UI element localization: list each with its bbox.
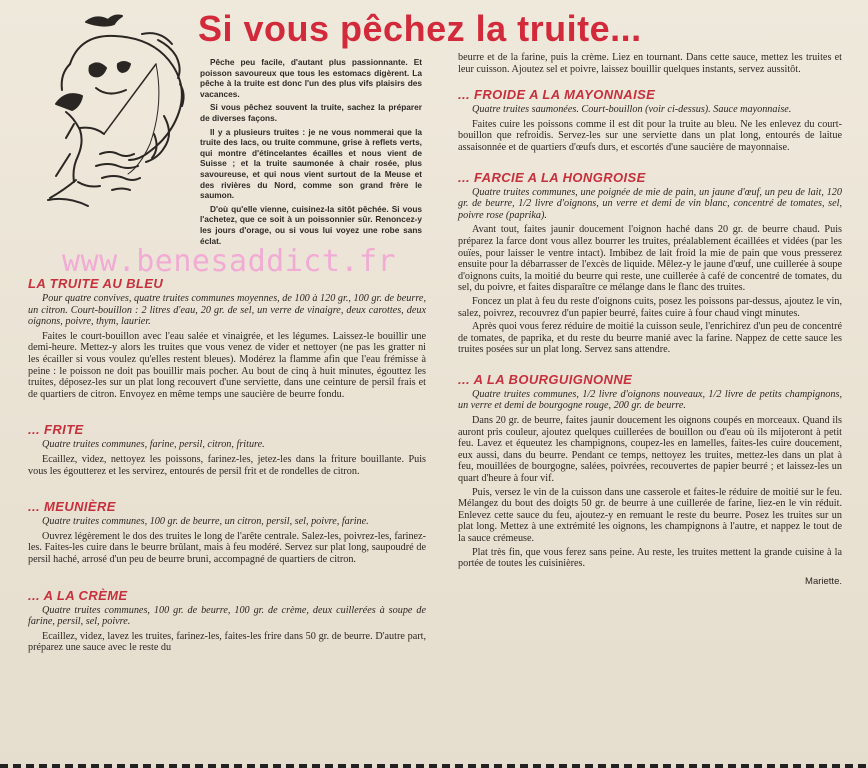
intro-paragraph: D'où qu'elle vienne, cuisinez-la sitôt pêchée. Si vous l'achetez, que ce soit à un poissonnier sûr. Renoncez-y les jours d'orage, ou si vous lui voyez une robe sans éclat. [200, 203, 422, 246]
recipe-instructions: Dans 20 gr. de beurre, faites jaunir doucement les oignons coupés en morceaux. Quand ils auront pris couleur, ajoutez quelques cuillerées de bouillon ou d'eau où ils mijoteront à petit feu. Lavez et équeutez les champignons, coupez-les en lamelles, faites-les cuire doucement, eux aussi, dans du beurre. Pendant ce temps, nettoyez les truites, mettez-les dans un plat à feu, mouillées de bourgogne, salées, poivrées, recouvertes de papier beurré ; et laissez-les un quart d'heure à four vif. [458, 415, 842, 485]
recipe-creme [28, 588, 426, 654]
recipe-heading: ... FROIDE A LA MAYONNAISE [458, 87, 656, 103]
recipe-instructions: Ouvrez légèrement le dos des truites le long de l'arête centrale. Salez-les, poivrez-les, farinez-les. Faites-les cuire dans le beurre brûlant, mais à feu modéré. Servez sur plat long, saupoudré de persil haché, arrosé d'un peu de beurre bruni, accompagné de quartiers de citron. [28, 530, 426, 565]
recipe-instructions: Puis, versez le vin de la cuisson dans une casserole et faites-le réduire de moitié sur le feu. Mélangez du bout des doigts 50 gr. de beurre à une cuillerée de farine, liez-en le vin réduit. Enlevez cette sauce du feu, ajoutez-y en remuant le reste du beurre. Posez les truites sur un plat long. Mettez à une extrémité les oignons, les champignons à l'autre, et nappez le tout de la sauce crémeuse. [458, 486, 842, 544]
recipe-instructions: Ecaillez, videz, nettoyez les poissons, farinez-les, jetez-les dans la friture bouillante. Puis vous les égoutterez et les servirez, entourés de persil frit et de rondelles de citron. [28, 453, 426, 477]
right-column [458, 52, 842, 587]
author-signature: Mariette. [805, 575, 842, 587]
intro-paragraph: Il y a plusieurs truites : je ne vous nommerai que la truite des lacs, ou truite commune, grise à reflets verts, qui montre d'étincelantes écailles et nous vient de Suisse ; et la truite saumonée à chair rosée, plus savoureuse, et qui nous vient surtout de la Meuse et des rivières du Nord, comme son grand frère le saumon. [200, 126, 422, 201]
recipe-hongroise [458, 170, 842, 356]
recipe-heading: ... A LA BOURGUIGNONNE [458, 371, 633, 387]
recipe-instructions: Foncez un plat à feu du reste d'oignons cuits, posez les poissons par-dessus, ajoutez le vin, salez, poivrez, recouvrez d'un papier beurré, faites cuire à four chaud vingt minutes. [458, 295, 842, 319]
recipe-ingredients: Quatre truites communes, 1/2 livre d'oignons nouveaux, 1/2 livre de petits champignons, un verre et demi de bourgogne rouge, 200 gr. de beurre. [458, 388, 842, 412]
recipe-instructions: Avant tout, faites jaunir doucement l'oignon haché dans 20 gr. de beurre chaud. Puis préparez la farce dont vous allez bourrer les truites, préalablement écaillées et vidées (par les ouïes, pour laisser le ventre intact). Imbibez de lait froid la mie de pain que vous presserez ensuite pour la débarrasser de l'excès de liquide. Mêlez-y le jaune d'œuf, une cuillerée à soupe d'oignons cuits, la moitié du beurre qui reste, une cuillerée à café de concentré de tomates, du sel, du poivre, et faites disparaître ce mélange dans le flanc des truites. [458, 224, 842, 294]
recipe-instructions: Ecaillez, videz, lavez les truites, farinez-les, faites-les frire dans 50 gr. de beurre. D'autre part, préparez une sauce avec le reste du [28, 630, 426, 654]
recipe-instructions: Plat très fin, que vous ferez sans peine. Au reste, les truites mettent la grande cuisine à la portée de toutes les cuisinières. [458, 546, 842, 570]
recipe-ingredients: Quatre truites communes, 100 gr. de beurre, un citron, persil, sel, poivre, farine. [42, 516, 369, 528]
recipe-ingredients: Quatre truites saumonées. Court-bouillon (voir ci-dessus). Sauce mayonnaise. [472, 104, 792, 116]
recipe-continuation: beurre et de la farine, puis la crème. Liez en tournant. Dans cette sauce, mettez les truites et leur cuisson. Ajoutez sel et poivre, laissez bouillir quelques instants, servez aussitôt. [458, 52, 842, 75]
intro-text [200, 57, 422, 249]
watermark-text: www.benesaddict.fr [62, 244, 397, 279]
recipe-instructions: Faites le court-bouillon avec l'eau salée et vinaigrée, et les légumes. Laissez-le bouillir une demi-heure. Mettez-y alors les truites que vous venez de vider et nettoyer (ne pas les gratter ni les écailler si vous voulez qu'elles restent bleues). Modérez la flamme afin que l'eau frémisse à peine : le poisson ne doit pas bouillir mais pocher. Au bout de cinq à huit minutes, égouttez les truites, déposez-les sur un plat long recouvert d'une serviette, dans une ceinture de persil frais et de quartiers de citron. Envoyez en même temps une saucière de beurre fondu. [28, 330, 426, 400]
page-title: Si vous pêchez la truite... [198, 8, 642, 49]
recipe-bourguignonne [458, 372, 842, 570]
recipe-ingredients: Pour quatre convives, quatre truites communes moyennes, de 100 à 120 gr., 100 gr. de beurre, un citron. Court-bouillon : 2 litres d'eau, 20 gr. de sel, un verre de vinaigre, deux carottes, deux oignons, poivre, thym, laurier. [28, 293, 426, 328]
recipe-heading: ... FRITE [28, 422, 84, 438]
recipe-ingredients: Quatre truites communes, une poignée de mie de pain, un jaune d'œuf, un peu de lait, 120 gr. de beurre, 1/2 livre d'oignons, un verre et demi de vin blanc, concentré de tomates, sel, poivre rose (paprika). [458, 186, 842, 221]
recipe-meuniere [28, 499, 426, 565]
fisherman-illustration [30, 4, 192, 224]
recipe-bleu [28, 276, 426, 400]
recipe-heading: LA TRUITE AU BLEU [28, 276, 164, 291]
recipe-heading: ... FARCIE A LA HONGROISE [458, 169, 646, 185]
intro-paragraph: Pêche peu facile, d'autant plus passionnante. Et poisson savoureux que tous les estomacs digèrent. La pêche à la truite est donc l'un des plus vifs plaisirs des vacances. [200, 57, 422, 99]
recipe-ingredients: Quatre truites communes, farine, persil, citron, friture. [42, 439, 265, 451]
recipe-mayonnaise [458, 87, 842, 153]
left-column [28, 276, 426, 660]
intro-paragraph: Si vous pêchez souvent la truite, sachez la préparer de diverses façons. [200, 102, 422, 123]
recipe-heading: ... A LA CRÈME [28, 587, 128, 603]
recipe-frite [28, 422, 426, 477]
recipe-heading: ... MEUNIÈRE [28, 499, 116, 515]
recipe-ingredients: Quatre truites communes, 100 gr. de beurre, 100 gr. de crème, deux cuillerées à soupe de farine, persil, sel, poivre. [28, 604, 426, 628]
page-edge-decoration [0, 764, 868, 768]
recipe-instructions: Après quoi vous ferez réduire de moitié la cuisson seule, l'enrichirez d'un peu de concentré de tomates, de paprika, et du reste du beurre manié avec la farine. Nappez de cette sauce les truites posées sur un plat long. Servez sans attendre. [458, 321, 842, 356]
recipe-instructions: Faites cuire les poissons comme il est dit pour la truite au bleu. Ne les enlevez du court-bouillon que refroidis. Servez-les sur une serviette dans un plat long, entourés de laitue assaisonnée et de quartiers d'œufs durs, et escortés d'une saucière de mayonnaise. [458, 118, 842, 153]
